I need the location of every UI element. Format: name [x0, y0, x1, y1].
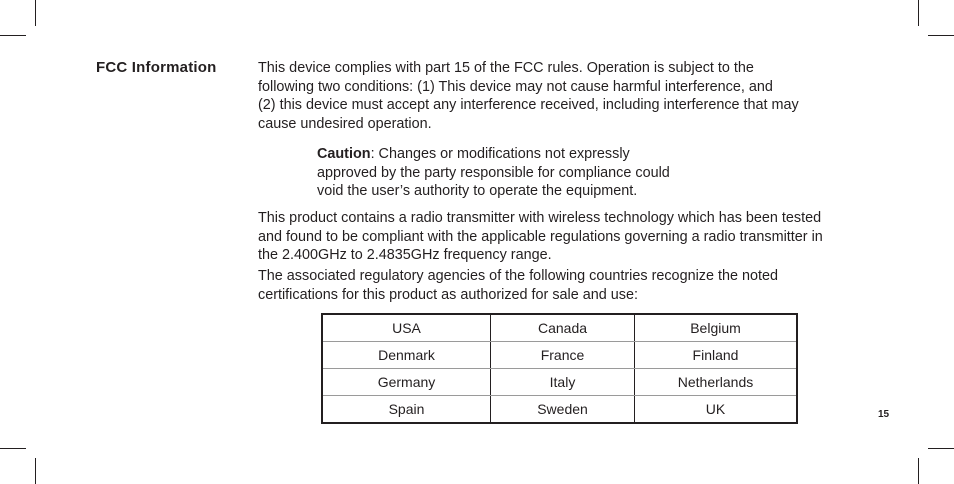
- crop-mark-top-left-horizontal: [0, 35, 26, 36]
- caution-line: void the user’s authority to operate the equipment.: [317, 183, 638, 199]
- intro-line: This device complies with part 15 of the FCC rules. Operation is subject to the: [258, 60, 754, 76]
- country-cell: Belgium: [635, 314, 798, 342]
- radio-line: the 2.400GHz to 2.4835GHz frequency range.: [258, 247, 552, 263]
- crop-mark-bottom-left-horizontal: [0, 448, 26, 449]
- crop-mark-bottom-right-horizontal: [928, 448, 954, 449]
- country-cell: UK: [635, 396, 798, 424]
- caution-line: approved by the party responsible for compliance could: [317, 164, 670, 181]
- country-cell: France: [491, 342, 635, 369]
- section-title: FCC Information: [96, 59, 217, 76]
- country-cell: Germany: [322, 369, 491, 396]
- crop-mark-top-left-vertical: [35, 0, 36, 26]
- page-number: 15: [878, 409, 890, 420]
- radio-paragraph: [258, 209, 823, 265]
- table-row: [322, 314, 797, 342]
- table-row: [322, 369, 797, 396]
- country-cell: Netherlands: [635, 369, 798, 396]
- agencies-line: The associated regulatory agencies of the following countries recognize the noted: [258, 268, 778, 284]
- country-cell: Spain: [322, 396, 491, 424]
- intro-line: cause undesired operation.: [258, 115, 432, 132]
- intro-line: (2) this device must accept any interference received, including interference that may: [258, 97, 799, 113]
- radio-line: and found to be compliant with the applicable regulations governing a radio transmitter in: [258, 228, 823, 245]
- country-cell: USA: [322, 314, 491, 342]
- caution-first-line: [317, 145, 670, 164]
- country-cell: Sweden: [491, 396, 635, 424]
- table-row: [322, 342, 797, 369]
- country-cell: Denmark: [322, 342, 491, 369]
- caution-note: [317, 145, 670, 201]
- radio-line: This product contains a radio transmitter with wireless technology which has been tested: [258, 210, 822, 226]
- countries-table: [321, 313, 798, 424]
- agencies-line: certifications for this product as authorized for sale and use:: [258, 286, 638, 303]
- crop-mark-bottom-left-vertical: [35, 458, 36, 484]
- table-row: [322, 396, 797, 424]
- country-cell: Italy: [491, 369, 635, 396]
- country-cell: Canada: [491, 314, 635, 342]
- intro-paragraph: [258, 59, 799, 133]
- caution-label: Caution: [317, 146, 371, 162]
- country-cell: Finland: [635, 342, 798, 369]
- crop-mark-bottom-right-vertical: [918, 458, 919, 484]
- intro-line: following two conditions: (1) This device may not cause harmful interference, and: [258, 78, 773, 95]
- agencies-paragraph: [258, 267, 778, 304]
- crop-mark-top-right-vertical: [918, 0, 919, 26]
- crop-mark-top-right-horizontal: [928, 35, 954, 36]
- caution-line: : Changes or modifications not expressly: [370, 146, 630, 162]
